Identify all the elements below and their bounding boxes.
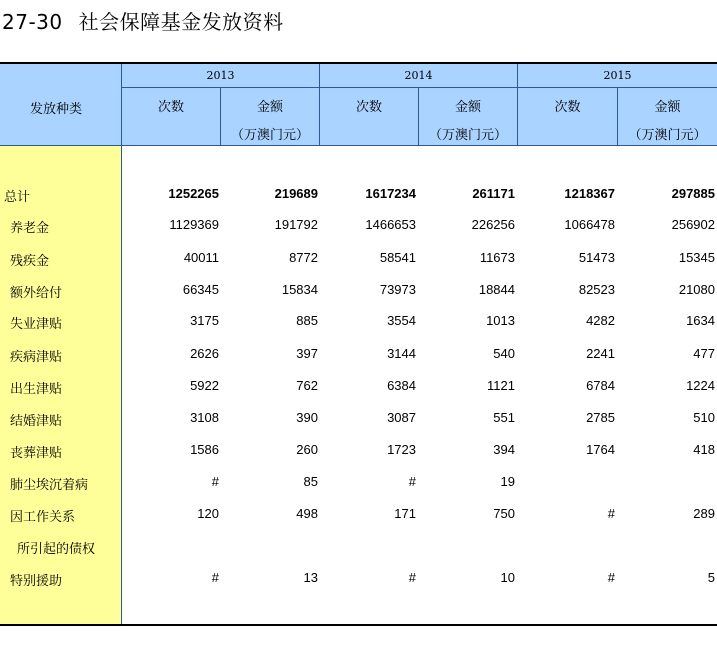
row-label: 所引起的债权 bbox=[17, 542, 96, 557]
table-cell: 885 bbox=[296, 313, 318, 328]
row-label: 失业津贴 bbox=[10, 317, 63, 332]
row-label: 总计 bbox=[4, 190, 31, 205]
count-header-label: 次数 bbox=[355, 100, 382, 115]
table-row bbox=[0, 250, 717, 270]
table-row bbox=[0, 442, 717, 462]
table-cell: 1764 bbox=[586, 442, 615, 457]
table-cell: 120 bbox=[197, 506, 219, 521]
page-title bbox=[2, 6, 284, 35]
table-cell: 261171 bbox=[472, 186, 515, 201]
table-number: 27-30 bbox=[2, 10, 63, 34]
row-label: 疾病津贴 bbox=[10, 350, 63, 365]
table-row bbox=[0, 313, 717, 333]
table-cell: 171 bbox=[394, 506, 416, 521]
table-cell: 297885 bbox=[671, 186, 715, 201]
table-header bbox=[0, 64, 717, 145]
table-cell: 11673 bbox=[479, 250, 515, 265]
table-cell: 3087 bbox=[387, 410, 416, 425]
table-cell: 1218367 bbox=[564, 186, 615, 201]
table-cell: 51473 bbox=[578, 250, 615, 265]
table-cell: 256902 bbox=[671, 217, 715, 232]
table-cell: # bbox=[408, 474, 416, 489]
table-cell: 40011 bbox=[183, 250, 219, 265]
table-cell: 762 bbox=[296, 378, 318, 393]
table-cell: 390 bbox=[296, 410, 318, 425]
table-cell: 4282 bbox=[586, 313, 615, 328]
table-cell: 260 bbox=[296, 442, 318, 457]
table-cell: 66345 bbox=[182, 282, 219, 297]
table-cell: 73973 bbox=[379, 282, 416, 297]
table-cell: 1617234 bbox=[365, 186, 416, 201]
table-cell: 85 bbox=[303, 474, 318, 489]
table-cell: 3175 bbox=[190, 313, 219, 328]
table-cell: 1224 bbox=[686, 378, 715, 393]
table-cell: 3144 bbox=[387, 346, 416, 361]
table-cell: 3108 bbox=[190, 410, 219, 425]
table-row bbox=[0, 346, 717, 366]
table-cell: 15345 bbox=[678, 250, 715, 265]
amount-header-2013 bbox=[221, 88, 320, 145]
table-cell: 498 bbox=[296, 506, 318, 521]
year-header-2013: 2013 bbox=[122, 64, 320, 88]
table-cell: # bbox=[607, 570, 615, 585]
table-row bbox=[0, 282, 717, 302]
table-cell: 477 bbox=[693, 346, 715, 361]
row-label: 特别援助 bbox=[10, 574, 63, 589]
table-cell: 5922 bbox=[190, 378, 219, 393]
table-cell: 1013 bbox=[486, 313, 515, 328]
table-cell: 1121 bbox=[487, 378, 515, 393]
table-cell: # bbox=[408, 570, 416, 585]
amount-header-2014 bbox=[419, 88, 518, 145]
row-label: 残疾金 bbox=[10, 254, 50, 269]
table-cell: 10 bbox=[500, 570, 515, 585]
table-cell: 510 bbox=[693, 410, 715, 425]
table-row bbox=[0, 217, 717, 237]
category-header-cell bbox=[0, 64, 122, 145]
table-cell: 82523 bbox=[578, 282, 615, 297]
table-cell: 8772 bbox=[289, 250, 318, 265]
table-title: 社会保障基金发放资料 bbox=[78, 10, 284, 34]
table-cell: 5 bbox=[707, 570, 715, 585]
table-cell: 1634 bbox=[686, 313, 715, 328]
table-row bbox=[0, 410, 717, 430]
table-cell: 19 bbox=[500, 474, 515, 489]
year-header-2015: 2015 bbox=[518, 64, 717, 88]
table-cell: 21080 bbox=[678, 282, 715, 297]
table-cell: 219689 bbox=[274, 186, 318, 201]
table-cell: 13 bbox=[303, 570, 318, 585]
table-cell: 2626 bbox=[190, 346, 219, 361]
table-cell: 1252265 bbox=[168, 186, 219, 201]
category-header-label: 发放种类 bbox=[30, 102, 83, 117]
table-cell: 1129369 bbox=[169, 217, 219, 232]
table-row bbox=[0, 474, 717, 494]
table-cell: 6384 bbox=[387, 378, 416, 393]
table-cell: 2241 bbox=[586, 346, 615, 361]
amount-header-unit: （万澳门元） bbox=[628, 128, 707, 143]
table-row bbox=[0, 570, 717, 590]
count-header-2014 bbox=[320, 88, 419, 145]
amount-header-label: 金额 bbox=[256, 100, 283, 115]
count-header-2015 bbox=[518, 88, 618, 145]
table-cell: 551 bbox=[493, 410, 515, 425]
table-cell: 1466653 bbox=[365, 217, 416, 232]
row-label: 养老金 bbox=[10, 221, 50, 236]
table-cell: 1723 bbox=[387, 442, 416, 457]
table-cell: 540 bbox=[493, 346, 515, 361]
table-row bbox=[0, 186, 717, 206]
row-label: 结婚津贴 bbox=[10, 414, 63, 429]
table-cell: 750 bbox=[493, 506, 515, 521]
table-cell: # bbox=[607, 506, 615, 521]
table-cell: 394 bbox=[493, 442, 515, 457]
row-label: 出生津贴 bbox=[10, 382, 63, 397]
table-cell: 418 bbox=[693, 442, 715, 457]
table-row bbox=[0, 506, 717, 526]
table-cell: 58541 bbox=[379, 250, 416, 265]
row-label: 额外给付 bbox=[10, 286, 63, 301]
table-cell: # bbox=[211, 474, 219, 489]
table-cell: 18844 bbox=[478, 282, 515, 297]
row-label: 因工作关系 bbox=[10, 510, 76, 525]
table-row bbox=[0, 378, 717, 398]
table-cell: # bbox=[211, 570, 219, 585]
table-cell: 15834 bbox=[281, 282, 318, 297]
table-cell: 6784 bbox=[586, 378, 615, 393]
amount-header-unit: （万澳门元） bbox=[230, 128, 309, 143]
count-header-label: 次数 bbox=[157, 100, 184, 115]
bottom-rule bbox=[0, 624, 717, 626]
amount-header-2015 bbox=[618, 88, 717, 145]
table-cell: 1066478 bbox=[564, 217, 615, 232]
table-cell: 3554 bbox=[387, 313, 416, 328]
table-row bbox=[0, 538, 717, 558]
amount-header-unit: （万澳门元） bbox=[428, 128, 507, 143]
row-label: 肺尘埃沉着病 bbox=[10, 478, 89, 493]
count-header-label: 次数 bbox=[554, 100, 581, 115]
table-cell: 397 bbox=[296, 346, 318, 361]
row-label: 丧葬津贴 bbox=[10, 446, 63, 461]
table-cell: 191792 bbox=[274, 217, 318, 232]
table-cell: 2785 bbox=[586, 410, 615, 425]
amount-header-label: 金额 bbox=[654, 100, 681, 115]
table-cell: 1586 bbox=[190, 442, 219, 457]
table-cell: 226256 bbox=[471, 217, 515, 232]
year-header-2014: 2014 bbox=[320, 64, 518, 88]
count-header-2013 bbox=[122, 88, 221, 145]
amount-header-label: 金额 bbox=[454, 100, 481, 115]
table-cell: 289 bbox=[693, 506, 715, 521]
